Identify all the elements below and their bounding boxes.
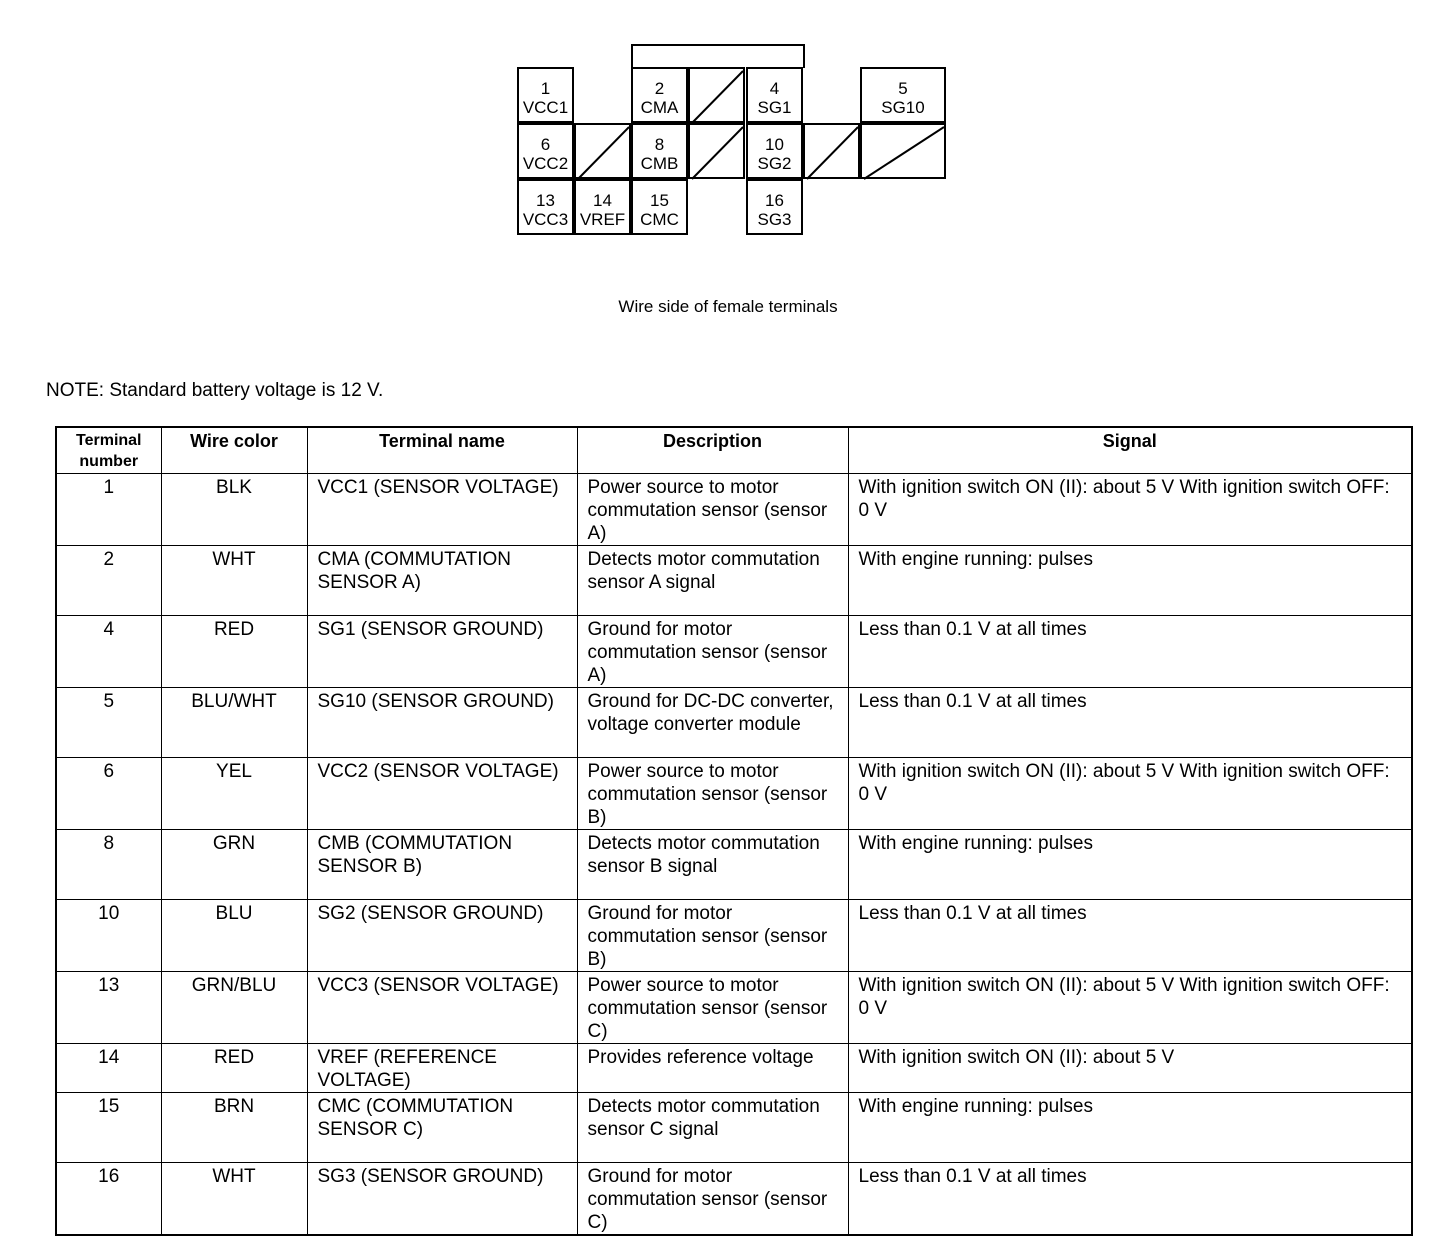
- blocked-cavity-hatch: [576, 125, 633, 181]
- cell-signal: Less than 0.1 V at all times: [848, 688, 1412, 758]
- cell-signal: With engine running: pulses: [848, 1093, 1412, 1163]
- header-terminal-name: Terminal name: [307, 427, 577, 474]
- terminal-number: 8: [654, 135, 665, 154]
- table-header-row: [56, 427, 1412, 474]
- terminal-number: 13: [536, 191, 555, 210]
- terminal-number: 5: [898, 79, 908, 98]
- cell-terminal-number: 1: [56, 474, 161, 546]
- cell-terminal-number: 13: [56, 972, 161, 1044]
- terminal-8: [631, 123, 688, 179]
- cell-terminal-name: VCC3 (SENSOR VOLTAGE): [307, 972, 577, 1044]
- empty-cavity: [688, 123, 745, 179]
- header-signal: Signal: [848, 427, 1412, 474]
- terminal-signal: CMC: [640, 210, 679, 229]
- cell-description: Ground for motor commutation sensor (sensor A): [577, 616, 848, 688]
- table-row: [56, 830, 1412, 900]
- cell-terminal-name: SG3 (SENSOR GROUND): [307, 1163, 577, 1236]
- terminal-signal: SG10: [881, 98, 925, 117]
- terminal-2: [631, 67, 688, 123]
- cell-terminal-name: VREF (REFERENCE VOLTAGE): [307, 1044, 577, 1093]
- terminal-signal: CMB: [640, 154, 679, 173]
- table-row: [56, 1044, 1412, 1093]
- table-row: [56, 546, 1412, 616]
- cell-terminal-number: 6: [56, 758, 161, 830]
- terminal-number: 16: [765, 191, 784, 210]
- table-row: [56, 758, 1412, 830]
- table-row: [56, 616, 1412, 688]
- cell-signal: With ignition switch ON (II): about 5 V With ignition switch OFF: 0 V: [848, 758, 1412, 830]
- cell-description: Provides reference voltage: [577, 1044, 848, 1093]
- cell-terminal-number: 5: [56, 688, 161, 758]
- table-row: [56, 972, 1412, 1044]
- table-row: [56, 474, 1412, 546]
- empty-cavity: [574, 123, 631, 179]
- terminal-number: 4: [769, 79, 780, 98]
- cell-terminal-number: 16: [56, 1163, 161, 1236]
- terminal-signal: SG3: [757, 210, 792, 229]
- cell-signal: With engine running: pulses: [848, 830, 1412, 900]
- cell-wire-color: GRN: [161, 830, 307, 900]
- terminal-number: 1: [540, 79, 551, 98]
- table-row: [56, 900, 1412, 972]
- table-row: [56, 1163, 1412, 1236]
- cell-signal: Less than 0.1 V at all times: [848, 616, 1412, 688]
- cell-description: Ground for motor commutation sensor (sensor C): [577, 1163, 848, 1236]
- header-description: Description: [577, 427, 848, 474]
- cell-terminal-name: VCC2 (SENSOR VOLTAGE): [307, 758, 577, 830]
- terminal-14: [574, 179, 631, 235]
- cell-terminal-name: SG2 (SENSOR GROUND): [307, 900, 577, 972]
- terminal-table: [55, 426, 1413, 1236]
- cell-description: Ground for motor commutation sensor (sensor B): [577, 900, 848, 972]
- cell-wire-color: WHT: [161, 1163, 307, 1236]
- cell-wire-color: WHT: [161, 546, 307, 616]
- cell-description: Power source to motor commutation sensor (sensor B): [577, 758, 848, 830]
- cell-wire-color: YEL: [161, 758, 307, 830]
- terminal-signal: SG2: [757, 154, 792, 173]
- cell-description: Power source to motor commutation sensor (sensor A): [577, 474, 848, 546]
- blocked-cavity-hatch: [690, 69, 747, 125]
- terminal-signal: CMA: [640, 98, 679, 117]
- cell-terminal-name: SG10 (SENSOR GROUND): [307, 688, 577, 758]
- connector-lock-tab: [631, 44, 805, 68]
- empty-cavity: [860, 123, 946, 179]
- cell-description: Detects motor commutation sensor C signal: [577, 1093, 848, 1163]
- cell-wire-color: RED: [161, 616, 307, 688]
- cell-terminal-name: CMC (COMMUTATION SENSOR C): [307, 1093, 577, 1163]
- cell-terminal-number: 8: [56, 830, 161, 900]
- cell-description: Detects motor commutation sensor B signal: [577, 830, 848, 900]
- empty-cavity: [803, 123, 860, 179]
- terminal-number: 2: [654, 79, 665, 98]
- connector-diagram: [500, 30, 970, 260]
- cell-terminal-name: VCC1 (SENSOR VOLTAGE): [307, 474, 577, 546]
- terminal-signal: VCC2: [522, 154, 569, 173]
- cell-terminal-number: 14: [56, 1044, 161, 1093]
- table-row: [56, 688, 1412, 758]
- cell-terminal-number: 15: [56, 1093, 161, 1163]
- blocked-cavity-hatch: [805, 125, 862, 181]
- terminal-number: 15: [650, 191, 669, 210]
- terminal-6: [517, 123, 574, 179]
- cell-signal: With engine running: pulses: [848, 546, 1412, 616]
- cell-terminal-name: CMB (COMMUTATION SENSOR B): [307, 830, 577, 900]
- cell-description: Ground for DC-DC converter, voltage converter module: [577, 688, 848, 758]
- cell-signal: Less than 0.1 V at all times: [848, 900, 1412, 972]
- table-row: [56, 1093, 1412, 1163]
- terminal-number: 10: [765, 135, 784, 154]
- terminal-number: 14: [593, 191, 612, 210]
- header-wire-color: Wire color: [161, 427, 307, 474]
- cell-wire-color: BLU/WHT: [161, 688, 307, 758]
- cell-wire-color: BLU: [161, 900, 307, 972]
- cell-wire-color: GRN/BLU: [161, 972, 307, 1044]
- terminal-signal: SG1: [757, 98, 792, 117]
- terminal-16: [746, 179, 803, 235]
- cell-terminal-number: 10: [56, 900, 161, 972]
- note-text: NOTE: Standard battery voltage is 12 V.: [46, 380, 384, 401]
- terminal-15: [631, 179, 688, 235]
- terminal-signal: VCC3: [522, 210, 569, 229]
- cell-terminal-number: 4: [56, 616, 161, 688]
- blocked-cavity-hatch: [862, 125, 948, 181]
- cell-wire-color: RED: [161, 1044, 307, 1093]
- empty-cavity: [688, 67, 745, 123]
- cell-description: Detects motor commutation sensor A signal: [577, 546, 848, 616]
- cell-terminal-number: 2: [56, 546, 161, 616]
- terminal-signal: VREF: [579, 210, 626, 229]
- terminal-signal: VCC1: [522, 98, 569, 117]
- terminal-4: [746, 67, 803, 123]
- cell-signal: Less than 0.1 V at all times: [848, 1163, 1412, 1236]
- header-terminal-number: Terminal number: [56, 427, 161, 474]
- cell-wire-color: BRN: [161, 1093, 307, 1163]
- connector-caption: Wire side of female terminals: [618, 297, 838, 316]
- cell-wire-color: BLK: [161, 474, 307, 546]
- cell-signal: With ignition switch ON (II): about 5 V With ignition switch OFF: 0 V: [848, 474, 1412, 546]
- cell-terminal-name: CMA (COMMUTATION SENSOR A): [307, 546, 577, 616]
- terminal-10: [746, 123, 803, 179]
- cell-terminal-name: SG1 (SENSOR GROUND): [307, 616, 577, 688]
- cell-signal: With ignition switch ON (II): about 5 V: [848, 1044, 1412, 1093]
- terminal-5: [860, 67, 946, 123]
- terminal-number: 6: [540, 135, 551, 154]
- cell-signal: With ignition switch ON (II): about 5 V With ignition switch OFF: 0 V: [848, 972, 1412, 1044]
- cell-description: Power source to motor commutation sensor (sensor C): [577, 972, 848, 1044]
- terminal-1: [517, 67, 574, 123]
- terminal-13: [517, 179, 574, 235]
- blocked-cavity-hatch: [690, 125, 747, 181]
